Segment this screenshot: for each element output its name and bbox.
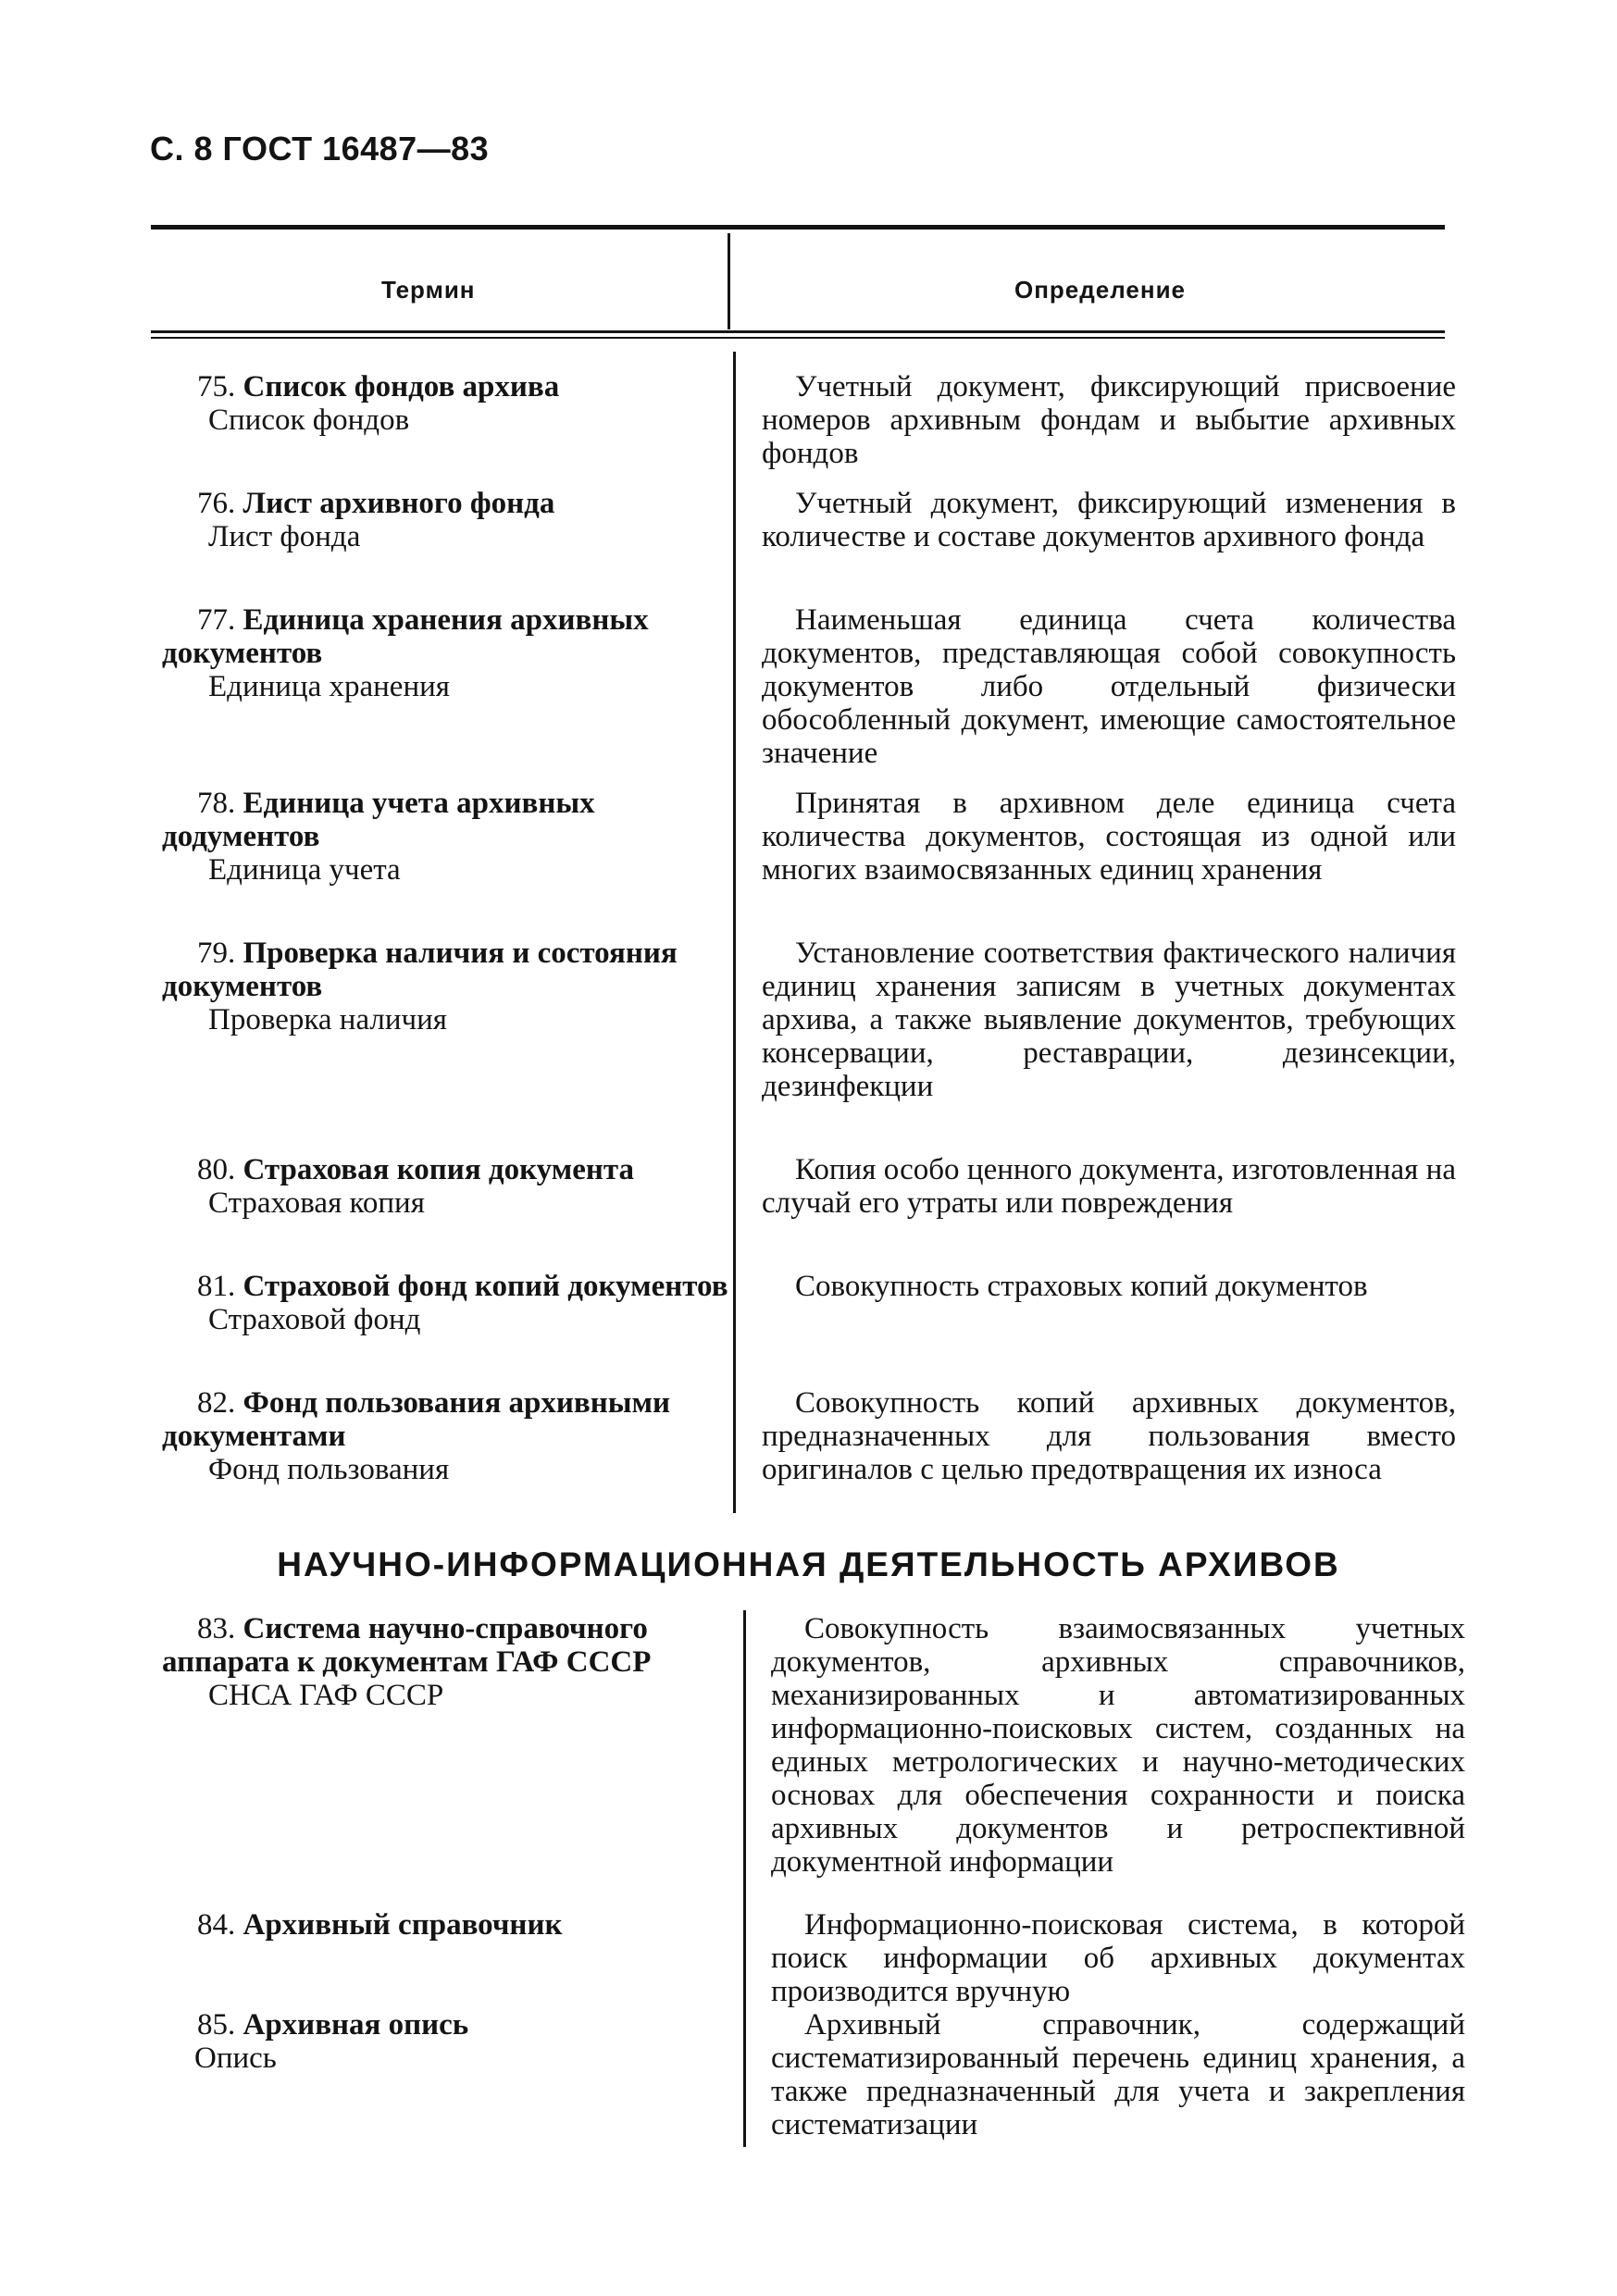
definition-cell: Принятая в архивном деле единица счета количества документов, состоящая из одной или многих взаимосвязанных единиц хранения <box>762 787 1456 887</box>
definition-cell: Информационно-поисковая система, в которой поиск информации об архивных документах производится вручную <box>771 1908 1465 2008</box>
table-top-rule <box>151 225 1445 230</box>
term-cell: 79. Проверка наличия и состояния документов Проверка наличия <box>162 937 678 1036</box>
definition-cell: Совокупность копий архивных документов, предназначенных для пользования вместо оригиналов с целью предотвращения их износа <box>762 1386 1456 1486</box>
column-header-definition: Определение <box>1014 276 1187 304</box>
term-cell: 80. Страховая копия документа Страховая копия <box>197 1153 634 1220</box>
term-cell: 77. Единица хранения архивных документов Единица хранения <box>162 603 649 703</box>
definition-cell: Учетный документ, фиксирующий изменения в количестве и составе документов архивного фонда <box>762 487 1456 553</box>
term-cell: 76. Лист архивного фонда Лист фонда <box>197 487 555 553</box>
column-divider-header <box>728 233 730 329</box>
term-cell: 85. Архивная опись Опись <box>194 2008 469 2075</box>
definition-cell: Установление соответствия фактического наличия единиц хранения записям в учетных документах архива, а также выявление документов, требующих консервации, реставрации, дезинсекции, дезинфекции <box>762 937 1456 1103</box>
term-cell: 78. Единица учета архивных додументов Единица учета <box>162 787 595 887</box>
definition-cell: Копия особо ценного документа, изготовленная на случай его утраты или повреждения <box>762 1153 1456 1220</box>
term-cell: 75. Список фондов архива Список фондов <box>197 370 560 437</box>
term-cell: 82. Фонд пользования архивными документами Фонд пользования <box>162 1386 671 1486</box>
term-cell: 81. Страховой фонд копий документов Страховой фонд <box>197 1270 728 1336</box>
section-title: НАУЧНО-ИНФОРМАЦИОННАЯ ДЕЯТЕЛЬНОСТЬ АРХИВОВ <box>277 1545 1340 1583</box>
definition-cell: Совокупность страховых копий документов <box>795 1270 1368 1303</box>
table-header-rule <box>151 330 1445 333</box>
page-header: С. 8 ГОСТ 16487—83 <box>150 130 490 168</box>
definition-cell: Учетный документ, фиксирующий присвоение номеров архивным фондам и выбытие архивных фондов <box>762 370 1456 470</box>
definition-cell: Совокупность взаимосвязанных учетных документов, архивных справочников, механизированных и автоматизированных информационно-поисковых систем, созданных на единых метрологических и научно-методических основах для обеспечения сохранности и поиска архивных документов и ретроспективной документной информации <box>771 1612 1465 1879</box>
column-header-term: Термин <box>381 276 476 304</box>
term-cell: 83. Система научно-справочного аппарата к документам ГАФ СССР СНСА ГАФ СССР <box>162 1612 652 1712</box>
table-header-rule-2 <box>151 337 1445 339</box>
definition-cell: Архивный справочник, содержащий систематизированный перечень единиц хранения, а также предназначенный для учета и закрепления систематизации <box>771 2008 1465 2141</box>
definition-cell: Наименьшая единица счета количества документов, представляющая собой совокупность документов либо отдельный физически обособленный документ, имеющие самостоятельное значение <box>762 603 1456 770</box>
term-cell: 84. Архивный справочник <box>197 1908 563 1942</box>
